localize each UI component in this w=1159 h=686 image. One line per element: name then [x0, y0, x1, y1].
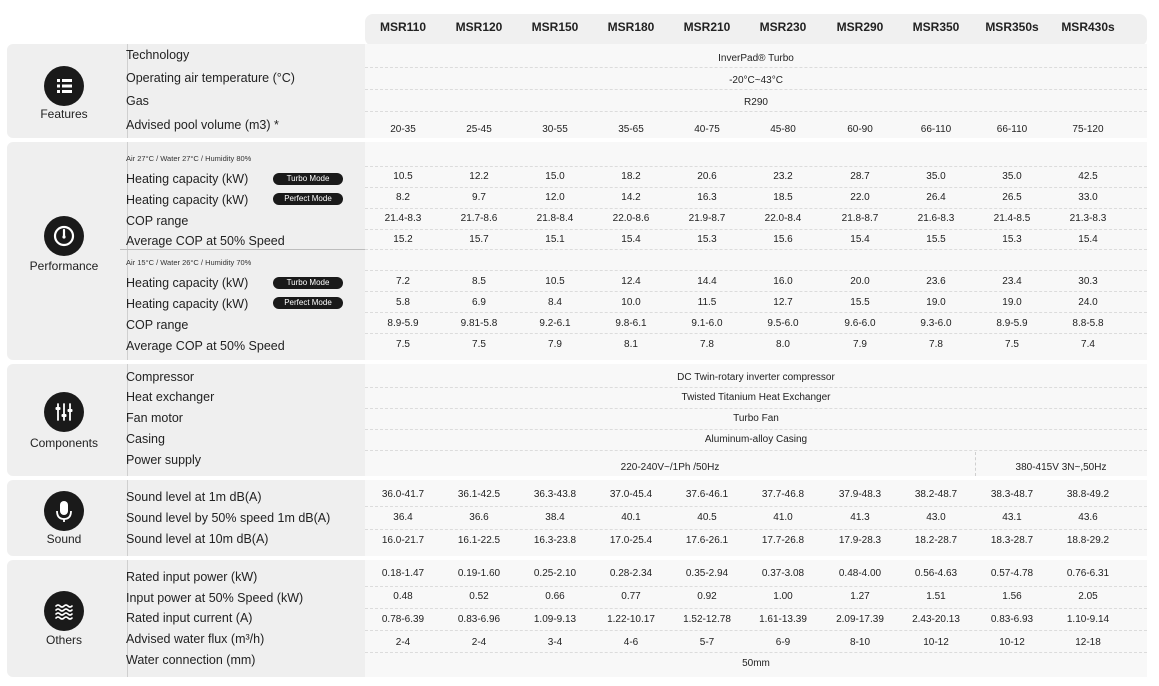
spec-value: 10.0 [621, 297, 641, 308]
spec-value: 0.37-3.08 [761, 568, 805, 579]
label-average-cop: Average COP at 50% Speed [126, 234, 285, 248]
spec-value: 2.05 [1078, 591, 1098, 602]
label-heating-capacity-turbo: Heating capacity (kW) [126, 276, 249, 290]
spec-value: 12.7 [773, 297, 793, 308]
spec-value: 22.0 [850, 192, 870, 203]
row-divider [365, 333, 1147, 334]
label-input-power-50: Input power at 50% Speed (kW) [126, 591, 304, 605]
spec-value: 9.5-6.0 [767, 318, 799, 329]
spec-value: 18.3-28.7 [990, 535, 1034, 546]
spec-value: 17.6-26.1 [685, 535, 729, 546]
spec-value: 1.09-9.13 [533, 614, 577, 625]
microphone-icon [44, 491, 84, 531]
label-sound-10m: Sound level at 10m dB(A) [126, 532, 269, 546]
spec-value: 12.0 [545, 192, 565, 203]
spec-value: 7.5 [1005, 339, 1019, 350]
row-divider [365, 586, 1147, 587]
spec-value: 40-75 [694, 124, 720, 135]
spec-value: 20.0 [850, 276, 870, 287]
model-header-cell: MSR110 [379, 20, 427, 34]
label-compressor: Compressor [126, 370, 195, 384]
spec-value: 43.0 [926, 512, 946, 523]
spec-value: 15.6 [773, 234, 793, 245]
spec-value: 9.8-6.1 [615, 318, 647, 329]
spec-value: 16.3 [697, 192, 717, 203]
spec-value: 0.25-2.10 [533, 568, 577, 579]
perfect-mode-badge: Perfect Mode [273, 297, 343, 309]
spec-value: 2.09-17.39 [836, 614, 884, 625]
spec-value: 21.4-8.5 [993, 213, 1031, 224]
spec-value: 36.1-42.5 [457, 489, 501, 500]
model-header-cell: MSR230 [759, 20, 807, 34]
label-heating-capacity-perfect: Heating capacity (kW) [126, 297, 249, 311]
spec-value: 15.4 [850, 234, 870, 245]
perfect-mode-badge: Perfect Mode [273, 193, 343, 205]
group-divider [120, 249, 365, 250]
spec-value: 20.6 [697, 171, 717, 182]
spec-value: 22.0-8.6 [612, 213, 650, 224]
spec-value: 37.6-46.1 [685, 489, 729, 500]
spec-value: 28.7 [850, 171, 870, 182]
spec-value: 8-10 [849, 637, 870, 648]
spec-value: 8.9-5.9 [387, 318, 419, 329]
model-header-cell: MSR120 [455, 20, 503, 34]
fan-motor-value: Turbo Fan [733, 413, 779, 424]
row-divider [365, 166, 1147, 167]
category-label-sound: Sound [46, 532, 82, 546]
spec-value: 45-80 [770, 124, 796, 135]
model-header-cell: MSR350s [985, 20, 1039, 34]
row-divider [365, 89, 1147, 90]
casing-value: Aluminum-alloy Casing [704, 434, 808, 445]
spec-value: 1.00 [773, 591, 793, 602]
column-divider [975, 452, 976, 476]
spec-value: 35.0 [926, 171, 946, 182]
spec-value: 12.2 [469, 171, 489, 182]
spec-value: 1.52-12.78 [683, 614, 731, 625]
spec-value: 9.6-6.0 [844, 318, 876, 329]
row-divider [365, 291, 1147, 292]
spec-value: 23.6 [926, 276, 946, 287]
spec-value: 9.1-6.0 [691, 318, 723, 329]
label-sound-50-speed: Sound level by 50% speed 1m dB(A) [126, 511, 331, 525]
spec-value: 8.5 [472, 276, 486, 287]
model-header-cell: MSR210 [683, 20, 731, 34]
row-divider [365, 187, 1147, 188]
technology-value: InverPad® Turbo [718, 53, 794, 64]
row-divider [365, 249, 1147, 250]
row-divider [365, 229, 1147, 230]
spec-value: 15.5 [850, 297, 870, 308]
model-header-cell: MSR430s [1061, 20, 1115, 34]
label-sound-1m: Sound level at 1m dB(A) [126, 490, 262, 504]
spec-value: 19.0 [1002, 297, 1022, 308]
spec-value: 1.51 [926, 591, 946, 602]
spec-value: 16.0 [773, 276, 793, 287]
compressor-value: DC Twin-rotary inverter compressor [677, 372, 835, 383]
spec-value: 38.4 [545, 512, 565, 523]
spec-value: 15.4 [1078, 234, 1098, 245]
spec-value: 20-35 [390, 124, 416, 135]
row-divider [365, 506, 1147, 507]
spec-value: 21.4-8.3 [384, 213, 422, 224]
spec-value: 0.66 [545, 591, 565, 602]
category-label-others: Others [45, 633, 82, 647]
spec-value: 7.8 [700, 339, 714, 350]
spec-value: 21.6-8.3 [917, 213, 955, 224]
spec-value: 38.3-48.7 [990, 489, 1034, 500]
spec-value: 38.2-48.7 [914, 489, 958, 500]
spec-value: 0.83-6.93 [990, 614, 1034, 625]
spec-value: 8.9-5.9 [996, 318, 1028, 329]
label-cop-range: COP range [126, 214, 189, 228]
spec-value: 36.3-43.8 [533, 489, 577, 500]
heat-exchanger-value: Twisted Titanium Heat Exchanger [681, 392, 831, 403]
spec-value: 23.2 [773, 171, 793, 182]
row-divider [365, 529, 1147, 530]
label-pool-volume: Advised pool volume (m3) * [126, 118, 279, 132]
gauge-icon [44, 216, 84, 256]
spec-value: 15.0 [545, 171, 565, 182]
row-divider [365, 429, 1147, 430]
spec-value: 0.78-6.39 [381, 614, 425, 625]
row-divider [365, 630, 1147, 631]
spec-value: 1.56 [1002, 591, 1022, 602]
spec-value: 24.0 [1078, 297, 1098, 308]
temperature-value: -20°C~43°C [729, 75, 783, 86]
row-divider [365, 608, 1147, 609]
spec-value: 8.1 [624, 339, 638, 350]
label-heating-capacity-turbo: Heating capacity (kW) [126, 172, 249, 186]
spec-value: 21.8-8.7 [841, 213, 879, 224]
row-divider [365, 387, 1147, 388]
label-gas: Gas [126, 94, 149, 108]
spec-value: 10.5 [545, 276, 565, 287]
spec-value: 14.4 [697, 276, 717, 287]
label-operating-temperature: Operating air temperature (°C) [126, 71, 295, 85]
spec-value: 26.5 [1002, 192, 1022, 203]
spec-value: 10-12 [923, 637, 949, 648]
spec-value: 15.3 [697, 234, 717, 245]
category-label-components: Components [29, 436, 99, 450]
spec-value: 9.81-5.8 [460, 318, 498, 329]
label-cop-range: COP range [126, 318, 189, 332]
spec-value: 0.28-2.34 [609, 568, 653, 579]
spec-value: 21.3-8.3 [1069, 213, 1107, 224]
spec-value: 36.6 [469, 512, 489, 523]
spec-value: 17.9-28.3 [838, 535, 882, 546]
row-divider [365, 270, 1147, 271]
gas-value: R290 [744, 97, 768, 108]
power-supply-three-phase: 380-415V 3N~,50Hz [1015, 462, 1107, 473]
spec-value: 25-45 [466, 124, 492, 135]
spec-value: 7.5 [396, 339, 410, 350]
spec-value: 18.5 [773, 192, 793, 203]
spec-value: 30.3 [1078, 276, 1098, 287]
label-water-flux: Advised water flux (m³/h) [126, 632, 265, 646]
spec-value: 40.5 [697, 512, 717, 523]
spec-value: 7.8 [929, 339, 943, 350]
spec-value: 43.6 [1078, 512, 1098, 523]
spec-value: 0.48-4.00 [838, 568, 882, 579]
label-water-connection: Water connection (mm) [126, 653, 256, 667]
row-divider [365, 111, 1147, 112]
label-rated-input-current: Rated input current (A) [126, 611, 253, 625]
spec-value: 23.4 [1002, 276, 1022, 287]
label-fan-motor: Fan motor [126, 411, 183, 425]
spec-value: 8.2 [396, 192, 410, 203]
spec-value: 0.52 [469, 591, 489, 602]
spec-value: 1.10-9.14 [1066, 614, 1110, 625]
spec-value: 6.9 [472, 297, 486, 308]
spec-value: 15.4 [621, 234, 641, 245]
label-heating-capacity-perfect: Heating capacity (kW) [126, 193, 249, 207]
turbo-mode-badge: Turbo Mode [273, 277, 343, 289]
spec-value: 0.18-1.47 [381, 568, 425, 579]
spec-value: 41.3 [850, 512, 870, 523]
spec-value: 5.8 [396, 297, 410, 308]
sliders-icon [44, 392, 84, 432]
spec-value: 35-65 [618, 124, 644, 135]
spec-value: 21.8-8.4 [536, 213, 574, 224]
row-divider [365, 208, 1147, 209]
spec-value: 15.7 [469, 234, 489, 245]
spec-value: 7.4 [1081, 339, 1095, 350]
spec-value: 7.2 [396, 276, 410, 287]
list-icon [44, 66, 84, 106]
spec-value: 0.57-4.78 [990, 568, 1034, 579]
spec-value: 66-110 [996, 124, 1028, 135]
spec-value: 11.5 [697, 297, 717, 308]
category-label-performance: Performance [29, 259, 99, 273]
label-average-cop: Average COP at 50% Speed [126, 339, 285, 353]
spec-value: 0.76-6.31 [1066, 568, 1110, 579]
spec-value: 0.35-2.94 [685, 568, 729, 579]
spec-value: 22.0-8.4 [764, 213, 802, 224]
spec-value: 17.7-26.8 [761, 535, 805, 546]
spec-value: 41.0 [773, 512, 793, 523]
spec-value: 42.5 [1078, 171, 1098, 182]
spec-value: 16.0-21.7 [381, 535, 425, 546]
label-casing: Casing [126, 432, 165, 446]
category-label-features: Features [40, 107, 88, 121]
spec-value: 4-6 [623, 637, 639, 648]
spec-value: 12-18 [1075, 637, 1101, 648]
spec-value: 18.2-28.7 [914, 535, 958, 546]
power-supply-single-phase: 220-240V~/1Ph /50Hz [620, 462, 720, 473]
spec-value: 0.77 [621, 591, 641, 602]
spec-value: 1.22-10.17 [607, 614, 655, 625]
spec-value: 1.27 [850, 591, 870, 602]
spec-value: 75-120 [1072, 124, 1104, 135]
spec-value: 36.0-41.7 [381, 489, 425, 500]
spec-value: 7.5 [472, 339, 486, 350]
spec-value: 1.61-13.39 [759, 614, 807, 625]
spec-value: 37.9-48.3 [838, 489, 882, 500]
condition-2: Air 15°C / Water 26°C / Humidity 70% [126, 258, 252, 267]
spec-value: 5-7 [699, 637, 715, 648]
label-rated-input-power: Rated input power (kW) [126, 570, 258, 584]
spec-value: 15.2 [393, 234, 413, 245]
spec-value: 17.0-25.4 [609, 535, 653, 546]
spec-value: 12.4 [621, 276, 641, 287]
label-technology: Technology [126, 48, 190, 62]
row-divider [365, 312, 1147, 313]
spec-value: 15.1 [545, 234, 565, 245]
spec-value: 15.3 [1002, 234, 1022, 245]
spec-value: 38.8-49.2 [1066, 489, 1110, 500]
spec-value: 2-4 [471, 637, 487, 648]
spec-value: 0.48 [393, 591, 413, 602]
spec-value: 30-55 [542, 124, 568, 135]
spec-value: 15.5 [926, 234, 946, 245]
spec-value: 9.2-6.1 [539, 318, 571, 329]
model-header-cell: MSR290 [836, 20, 884, 34]
spec-value: 60-90 [847, 124, 873, 135]
spec-value: 0.83-6.96 [457, 614, 501, 625]
spec-value: 19.0 [926, 297, 946, 308]
spec-value: 6-9 [775, 637, 791, 648]
spec-value: 2-4 [395, 637, 411, 648]
spec-value: 18.2 [621, 171, 641, 182]
row-divider [365, 408, 1147, 409]
spec-value: 26.4 [926, 192, 946, 203]
spec-value: 16.3-23.8 [533, 535, 577, 546]
row-divider [365, 67, 1147, 68]
label-power-supply: Power supply [126, 453, 202, 467]
model-header-cell: MSR150 [531, 20, 579, 34]
spec-value: 40.1 [621, 512, 641, 523]
spec-value: 8.0 [776, 339, 790, 350]
spec-value: 33.0 [1078, 192, 1098, 203]
spec-value: 7.9 [853, 339, 867, 350]
spec-value: 66-110 [920, 124, 952, 135]
spec-value: 35.0 [1002, 171, 1022, 182]
spec-value: 18.8-29.2 [1066, 535, 1110, 546]
spec-value: 9.3-6.0 [920, 318, 952, 329]
spec-value: 36.4 [393, 512, 413, 523]
spec-value: 9.7 [472, 192, 486, 203]
water-waves-icon [44, 591, 84, 631]
label-heat-exchanger: Heat exchanger [126, 390, 215, 404]
model-header-cell: MSR350 [912, 20, 960, 34]
spec-value: 43.1 [1002, 512, 1022, 523]
spec-value: 2.43-20.13 [912, 614, 960, 625]
spec-value: 0.19-1.60 [457, 568, 501, 579]
condition-1: Air 27°C / Water 27°C / Humidity 80% [126, 154, 252, 163]
model-header-cell: MSR180 [607, 20, 655, 34]
spec-value: 10-12 [999, 637, 1025, 648]
spec-value: 3-4 [547, 637, 563, 648]
spec-value: 8.4 [548, 297, 562, 308]
turbo-mode-badge: Turbo Mode [273, 173, 343, 185]
spec-value: 8.8-5.8 [1072, 318, 1104, 329]
row-divider [365, 652, 1147, 653]
spec-value: 0.56-4.63 [914, 568, 958, 579]
spec-value: 37.0-45.4 [609, 489, 653, 500]
row-divider [365, 450, 1147, 451]
spec-value: 21.7-8.6 [460, 213, 498, 224]
spec-value: 7.9 [548, 339, 562, 350]
spec-value: 0.92 [697, 591, 717, 602]
water-connection-value: 50mm [742, 658, 770, 669]
spec-value: 21.9-8.7 [688, 213, 726, 224]
spec-value: 16.1-22.5 [457, 535, 501, 546]
spec-value: 10.5 [393, 171, 413, 182]
spec-value: 14.2 [621, 192, 641, 203]
spec-value: 37.7-46.8 [761, 489, 805, 500]
